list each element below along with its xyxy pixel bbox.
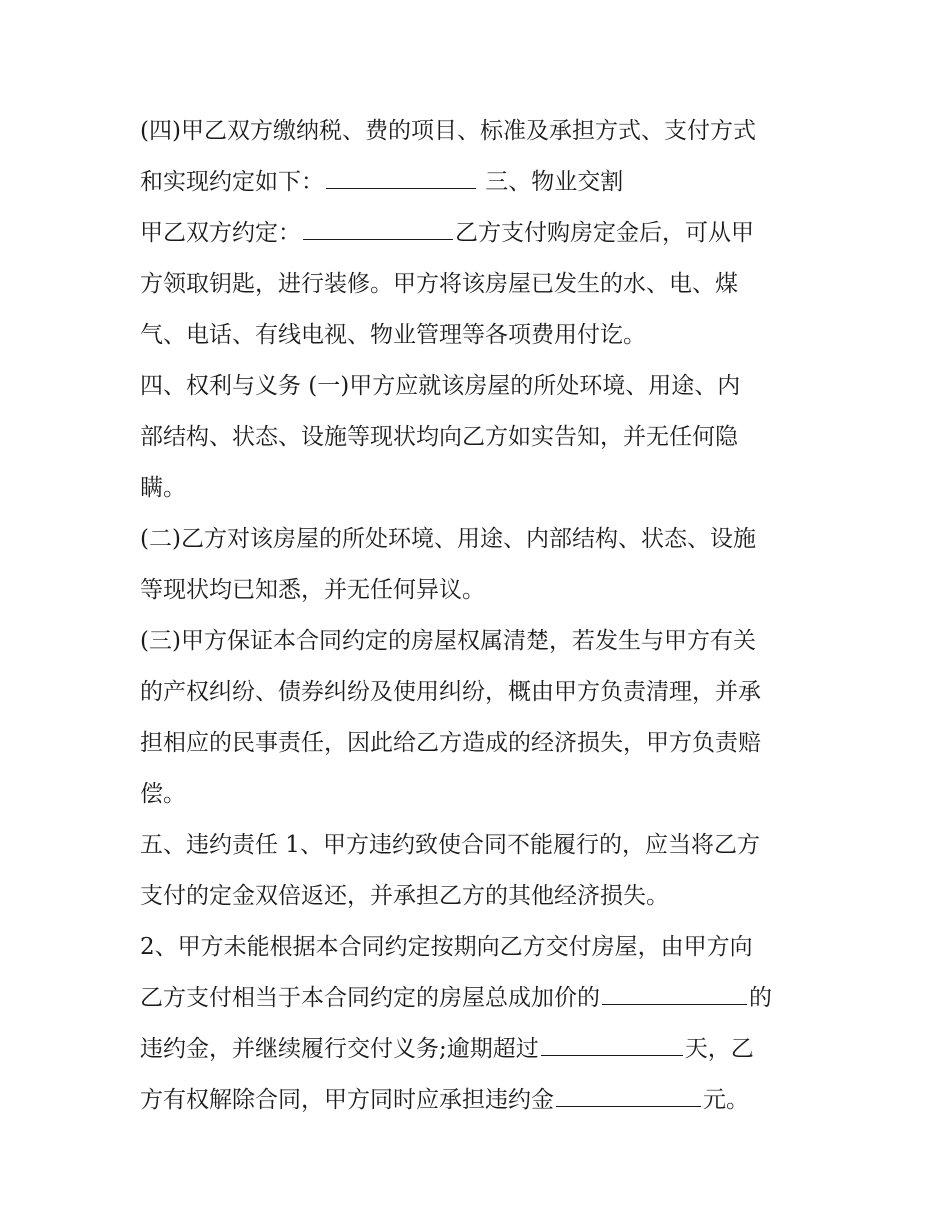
- text-line: 气、电话、有线电视、物业管理等各项费用付讫。: [140, 322, 646, 348]
- text-segment: 方有权解除合同，甲方同时应承担违约金: [140, 1087, 554, 1113]
- text-segment: 乙方支付购房定金后，可从甲: [455, 220, 754, 246]
- text-line: 四、权利与义务 (一)甲方应就该房屋的所处环境、用途、内: [140, 373, 741, 399]
- text-line: [140, 208, 820, 259]
- text-segment: 甲乙双方约定：: [140, 220, 301, 246]
- text-line: 偿。: [140, 781, 186, 807]
- text-line: 瞒。: [140, 475, 186, 501]
- text-line: [140, 157, 820, 208]
- text-line: 的产权纠纷、债券纠纷及使用纠纷，概由甲方负责清理，并承: [140, 679, 761, 705]
- text-line: 2、甲方未能根据本合同约定按期向乙方交付房屋，由甲方向: [140, 934, 753, 960]
- text-line: [140, 1024, 820, 1075]
- fill-in-blank: [602, 982, 747, 1005]
- text-line: (三)甲方保证本合同约定的房屋权属清楚，若发生与甲方有关: [140, 628, 756, 654]
- text-segment: 天，乙: [684, 1036, 754, 1062]
- text-line: 支付的定金双倍返还，并承担乙方的其他经济损失。: [140, 883, 669, 909]
- text-line: 五、违约责任 1、甲方违约致使合同不能履行的，应当将乙方: [140, 832, 760, 858]
- fill-in-blank: [541, 1033, 683, 1056]
- fill-in-blank: [556, 1084, 701, 1107]
- text-segment: 三、物业交割: [478, 169, 624, 195]
- fill-in-blank: [326, 166, 476, 189]
- text-line: [140, 1075, 820, 1126]
- text-line: (二)乙方对该房屋的所处环境、用途、内部结构、状态、设施: [140, 526, 756, 552]
- text-line: 担相应的民事责任，因此给乙方造成的经济损失，甲方负责赔: [140, 730, 761, 756]
- text-line: [140, 973, 820, 1024]
- text-segment: 乙方支付相当于本合同约定的房屋总成加价的: [140, 985, 600, 1011]
- text-line: 等现状均已知悉，并无任何异议。: [140, 577, 485, 603]
- text-line: (四)甲乙双方缴纳税、费的项目、标准及承担方式、支付方式: [140, 118, 756, 144]
- text-line: 部结构、状态、设施等现状均向乙方如实告知，并无任何隐: [140, 424, 738, 450]
- text-segment: 的: [749, 985, 772, 1011]
- text-segment: 元。: [703, 1087, 749, 1113]
- text-segment: 违约金，并继续履行交付义务;逾期超过: [140, 1036, 539, 1062]
- contract-body: [140, 106, 820, 1126]
- text-line: 方领取钥匙，进行装修。甲方将该房屋已发生的水、电、煤: [140, 271, 738, 297]
- text-segment: 和实现约定如下：: [140, 169, 324, 195]
- fill-in-blank: [303, 217, 453, 240]
